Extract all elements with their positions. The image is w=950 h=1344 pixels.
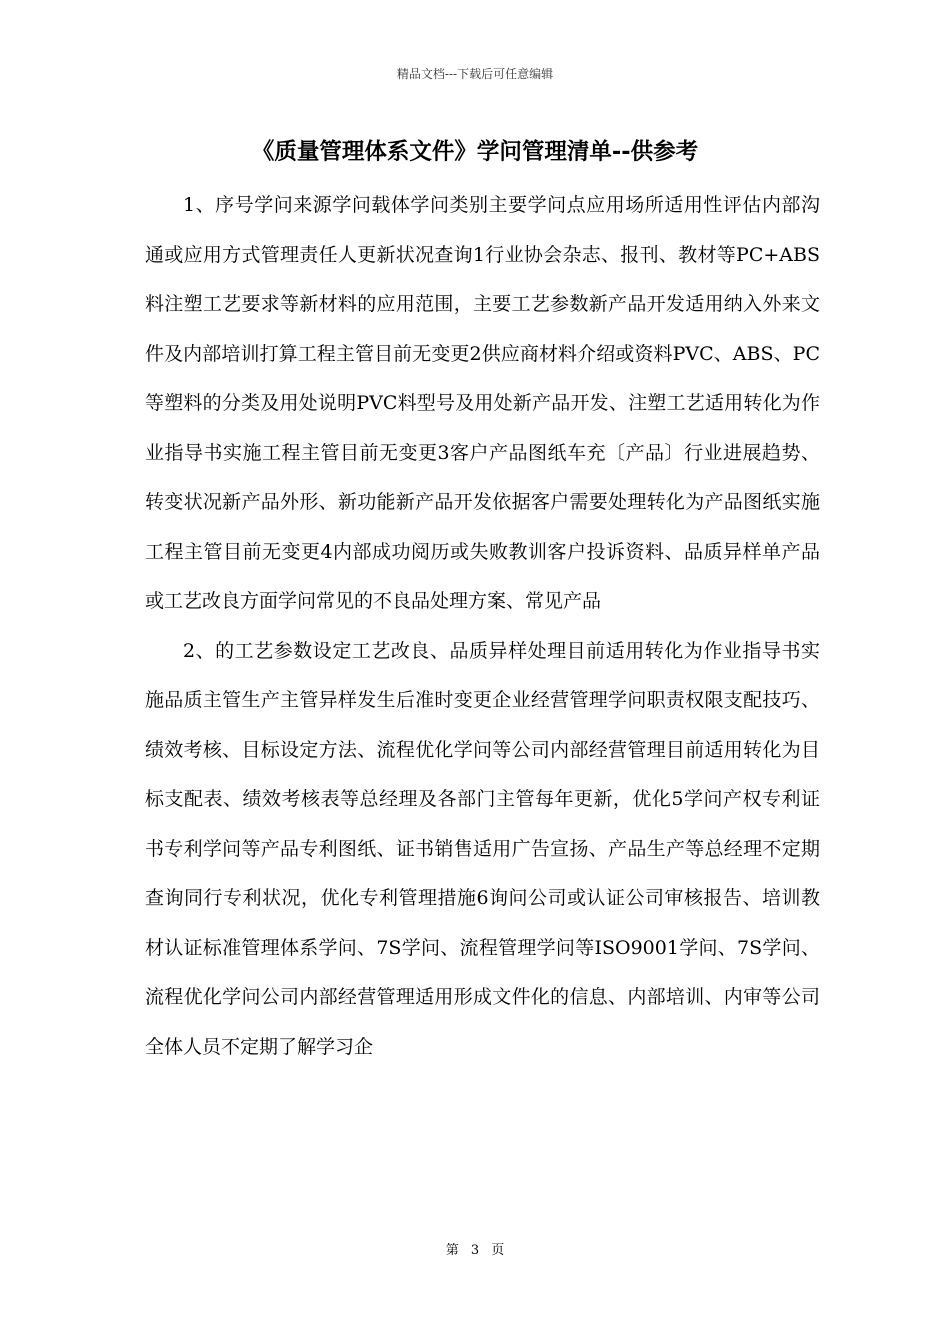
paragraph-2: 2、的工艺参数设定工艺改良、品质异样处理目前适用转化为作业指导书实施品质主管生产主管异样发生后准时变更企业经营管理学问职责权限支配技巧、绩效考核、目标设定方法、流程优化学问等公司内部经营管理目前适用转化为目标支配表、绩效考核表等总经理及各部门主管每年更新，优化5学问产权专利证书专利学问等产品专利图纸、证书销售适用广告宣扬、产品生产等总经理不定期查询同行专利状况，优化专利管理措施6询问公司或认证公司审核报告、培训教材认证标准管理体系学问、7S学问、流程管理学问等ISO9001学问、7S学问、流程优化学问公司内部经营管理适用形成文件化的信息、内部培训、内审等公司全体人员不定期了解学习企 bbox=[145, 639, 820, 1058]
page-number-suffix: 页 bbox=[491, 1243, 505, 1258]
page-header: 精品文档---下载后可任意编辑 bbox=[396, 67, 554, 81]
page-number-prefix: 第 bbox=[445, 1243, 459, 1258]
paragraph-1: 1、序号学问来源学问载体学问类别主要学问点应用场所适用性评估内部沟通或应用方式管理责任人更新状况查询1行业协会杂志、报刊、教材等PC+ABS料注塑工艺要求等新材料的应用范围，主要工艺参数新产品开发适用纳入外来文件及内部培训打算工程主管目前无变更2供应商材料介绍或资料PVC、ABS、PC等塑料的分类及用处说明PVC料型号及用处新产品开发、注塑工艺适用转化为作业指导书实施工程主管目前无变更3客户产品图纸车充〔产品〕行业进展趋势、转变状况新产品外形、新功能新产品开发依据客户需要处理转化为产品图纸实施工程主管目前无变更4内部成功阅历或失败教训客户投诉资料、品质异样单产品或工艺改良方面学问常见的不良品处理方案、常见产品 bbox=[145, 194, 820, 612]
document-title: 《质量管理体系文件》学问管理清单--供参考 bbox=[251, 139, 699, 165]
document-body bbox=[145, 181, 820, 1072]
page-footer bbox=[0, 1242, 950, 1260]
page-number: 3 bbox=[470, 1243, 480, 1258]
